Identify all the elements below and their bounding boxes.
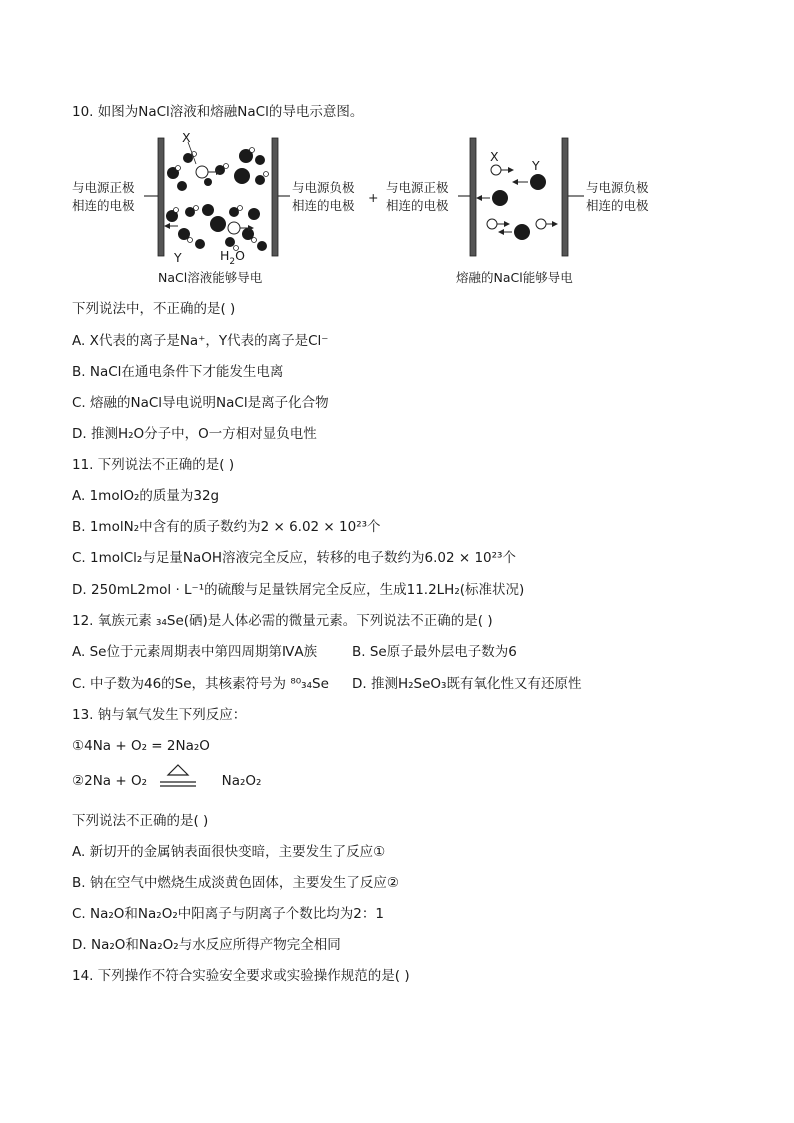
q10-option-d: D. 推测H₂O分子中，O一方相对显负电性: [72, 426, 317, 442]
left-anode-electrode: [158, 138, 164, 256]
left-pos-label-1: 与电源正极: [72, 180, 135, 195]
q12-row-2: [72, 674, 582, 694]
q10-option-c: C. 熔融的NaCl导电说明NaCl是离子化合物: [72, 395, 329, 411]
q10-option-b: B. NaCl在通电条件下才能发生电离: [72, 364, 284, 380]
right-neg-label-2: 相连的电极: [586, 198, 649, 213]
plus-sign: +: [368, 190, 379, 205]
right-cathode-electrode: [562, 138, 568, 256]
q13-reaction-1: ①4Na + O₂ = 2Na₂O: [72, 738, 210, 754]
q11-option-c: C. 1molCl₂与足量NaOH溶液完全反应，转移的电子数约为6.02 × 10²³个: [72, 550, 516, 566]
heat-condition-icon: [158, 762, 198, 792]
q13-prompt: 下列说法不正确的是( ): [72, 813, 209, 829]
left-neg-label-2: 相连的电极: [292, 198, 355, 213]
right-y-label: Y: [532, 158, 540, 173]
molten-particles: [476, 165, 558, 240]
q11-option-d: D. 250mL2mol · L⁻¹的硫酸与足量铁屑完全反应，生成11.2LH₂(标准状况): [72, 582, 525, 598]
q13-option-d: D. Na₂O和Na₂O₂与水反应所得产物完全相同: [72, 937, 341, 953]
q11-option-b: B. 1molN₂中含有的质子数约为2 × 6.02 × 10²³个: [72, 519, 381, 535]
left-pos-label-2: 相连的电极: [72, 198, 135, 213]
q12-option-b: B. Se原子最外层电子数为6: [352, 644, 517, 660]
left-caption: NaCl溶液能够导电: [158, 270, 263, 285]
right-pos-label-1: 与电源正极: [386, 180, 449, 195]
q13-option-b: B. 钠在空气中燃烧生成淡黄色固体，主要发生了反应②: [72, 875, 399, 891]
reaction2-right: Na₂O₂: [221, 773, 262, 789]
q12-row-1: [72, 642, 517, 662]
q13-option-a: A. 新切开的金属钠表面很快变暗，主要发生了反应①: [72, 844, 386, 860]
left-y-label: Y: [174, 250, 182, 265]
q12-option-d: D. 推测H₂SeO₃既有氧化性又有还原性: [352, 676, 582, 692]
water-label: $H_2O$: [220, 248, 245, 267]
right-caption: 熔融的NaCl能够导电: [456, 270, 573, 285]
q10-prompt: 下列说法中，不正确的是( ): [72, 301, 236, 317]
left-x-label: X: [182, 130, 191, 145]
q14-stem: 14. 下列操作不符合实验安全要求或实验操作规范的是( ): [72, 968, 410, 984]
right-x-label: X: [490, 149, 499, 164]
right-anode-electrode: [470, 138, 476, 256]
right-neg-label-1: 与电源负极: [586, 180, 649, 195]
conductivity-figure: [60, 128, 700, 290]
q12-option-a: A. Se位于元素周期表中第四周期第ⅣA族: [72, 644, 318, 660]
q13-option-c: C. Na₂O和Na₂O₂中阳离子与阴离子个数比均为2：1: [72, 906, 384, 922]
q10-option-a: A. X代表的离子是Na⁺，Y代表的离子是Cl⁻: [72, 333, 329, 349]
left-cathode-electrode: [272, 138, 278, 256]
right-pos-label-2: 相连的电极: [386, 198, 449, 213]
reaction2-left: ②2Na + O₂: [72, 773, 147, 789]
q12-option-c: C. 中子数为46的Se，其核素符号为 ⁸⁰₃₄Se: [72, 676, 329, 692]
solution-particles: [164, 148, 269, 252]
q13-stem: 13. 钠与氧气发生下列反应：: [72, 707, 247, 723]
left-neg-label-1: 与电源负极: [292, 180, 355, 195]
q11-option-a: A. 1molO₂的质量为32g: [72, 488, 220, 504]
q11-stem: 11. 下列说法不正确的是( ): [72, 457, 235, 473]
q10-stem: 10. 如图为NaCl溶液和熔融NaCl的导电示意图。: [72, 104, 364, 120]
q12-stem: 12. 氧族元素 ₃₄Se(硒)是人体必需的微量元素。下列说法不正确的是( ): [72, 613, 493, 629]
